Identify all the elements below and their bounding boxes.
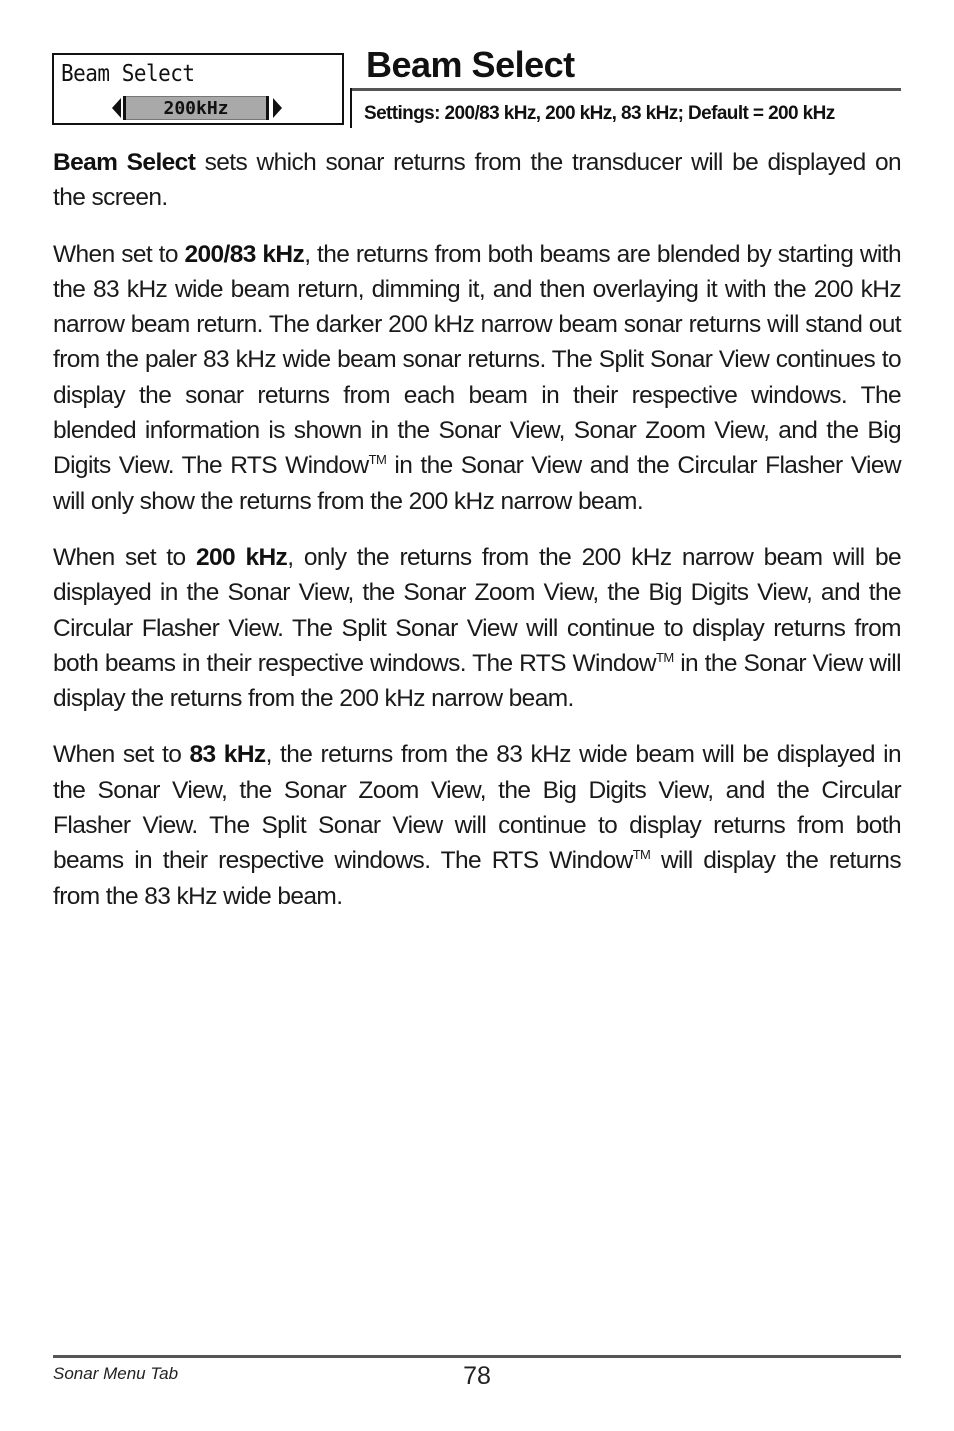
paragraph-text: , the returns from the 83 kHz wide beam will be displayed in the Sonar View, the Sonar Zoom View, the Big Digits View, and the Circular Flasher View. The Split Sonar View will continue to display returns from both beams in their respective windows. The RTS Window [53, 741, 901, 875]
menu-widget-title: Beam Select [61, 60, 195, 87]
paragraph-lead: When set to [53, 741, 190, 769]
arrow-left-icon [112, 98, 121, 118]
trademark-mark: TM [656, 649, 674, 665]
footer-divider [53, 1355, 901, 1358]
paragraph-intro [53, 145, 901, 216]
term-beam-select: Beam Select [53, 149, 196, 176]
paragraph-83 [53, 737, 901, 913]
settings-summary: Settings: 200/83 kHz, 200 kHz, 83 kHz; Default = 200 kHz [364, 103, 835, 124]
paragraph-lead: When set to [53, 543, 196, 571]
beam-selector [112, 95, 282, 121]
setting-83-khz: 83 kHz [189, 741, 266, 769]
paragraph-text: , the returns from both beams are blended by starting with the 83 kHz wide beam return, dimming it, and then overlaying it with the 200 kHz narrow beam return. The darker 200 kHz narrow beam sonar returns will stand out from the paler 83 kHz wide beam sonar returns. The Split Sonar View continues to display the sonar returns from each beam in their respective windows. The blended information is shown in the Sonar View, Sonar Zoom View, and the Big Digits View. The RTS Window [53, 240, 901, 480]
paragraph-200 [53, 540, 901, 716]
footer-section-name: Sonar Menu Tab [53, 1364, 179, 1383]
page-title: Beam Select [366, 44, 575, 85]
setting-200-khz: 200 kHz [195, 543, 288, 571]
trademark-mark: TM [632, 847, 651, 863]
paragraph-lead: When set to [53, 240, 185, 268]
arrow-right-icon [273, 98, 282, 118]
trademark-mark: TM [368, 452, 387, 468]
selector-right-bar [266, 96, 269, 120]
body-text [53, 145, 901, 935]
heading-divider [350, 88, 901, 91]
beam-select-menu-widget [52, 53, 344, 125]
heading-divider-stem [350, 88, 352, 128]
paragraph-text: in the Sonar View and the Circular Flasher View will only show the returns from the 200 kHz narrow beam. [53, 452, 901, 515]
paragraph-text: will display the returns from the 83 kHz wide beam. [53, 847, 901, 910]
paragraph-200-83 [53, 237, 901, 519]
setting-200-83-khz: 200/83 kHz [184, 240, 305, 268]
paragraph-text: , only the returns from the 200 kHz narrow beam will be displayed in the Sonar View, the Sonar Zoom View, the Big Digits View, and the Circular Flasher View. The Split Sonar View will continue to display returns from both beams in their respective windows. The RTS Window [53, 543, 901, 677]
paragraph-text: in the Sonar View will display the returns from the 200 kHz narrow beam. [53, 649, 901, 713]
selected-value: 200kHz [126, 96, 266, 120]
paragraph-intro-text: sets which sonar returns from the transducer will be displayed on the screen. [53, 149, 901, 212]
page-number: 78 [463, 1362, 491, 1390]
